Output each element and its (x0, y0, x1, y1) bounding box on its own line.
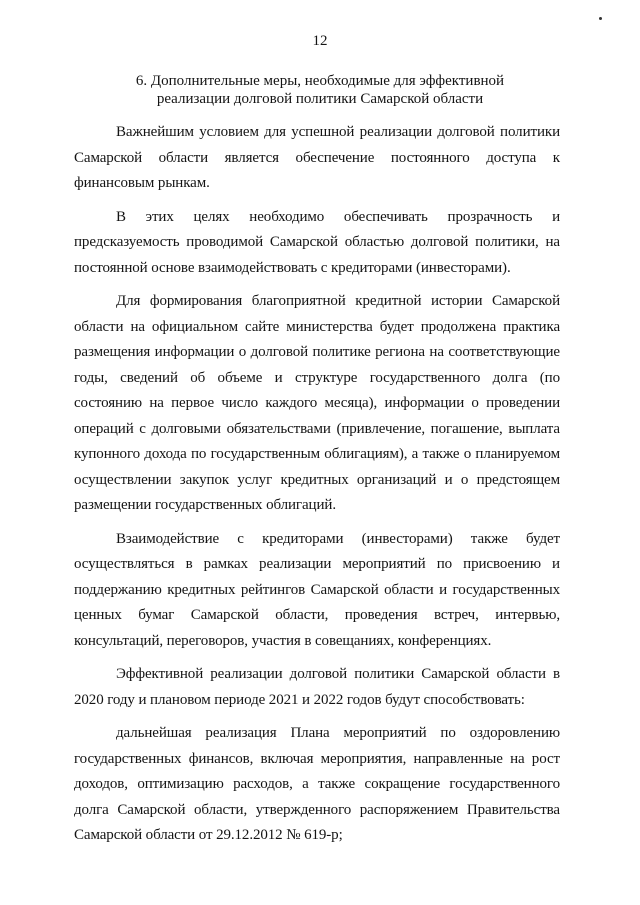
section-title-line-1: 6. Дополнительные меры, необходимые для эффективной (135, 73, 505, 89)
paragraph-transparency: В этих целях необходимо обеспечивать прозрачность и предсказуемость проводимой Самарской областью долговой политики, на постоянной основе взаимодействовать с кредиторами (инвесторами). (74, 208, 560, 276)
paragraph-credit-history: Для формирования благоприятной кредитной истории Самарской области на официальном сайте министерства будет продолжена практика размещения информации о долговой политике региона на соответствующие годы, сведений об объеме и структуре государственного долга (по состоянию на первое число каждого месяца), информации о проведении операций с долговыми обязательствами (привлечение, погашение, выплата купонного дохода по государственным облигациям), а также о планируемом осуществлении закупок услуг кредитных организаций и о предстоящем размещении государственных облигаций. (74, 293, 560, 513)
paragraph-plan-of-measures: дальнейшая реализация Плана мероприятий по оздоровлению государственных финансов, включая мероприятия, направленные на рост доходов, оптимизацию расходов, а также сокращение государственного долга Самарской области, утвержденного распоряжением Правительства Самарской области от 29.12.2012 № 619-р; (74, 725, 560, 843)
body-text (74, 120, 560, 857)
section-title-line-2: реализации долговой политики Самарской области (156, 91, 484, 107)
paragraph-investor-interaction: Взаимодействие с кредиторами (инвесторами) также будет осуществляться в рамках реализации мероприятий по присвоению и поддержанию кредитных рейтингов Самарской области и государственных ценных бумаг Самарской области, проведения встреч, интервью, консультаций, переговоров, участия в совещаниях, конференциях. (74, 530, 560, 649)
section-title (60, 72, 580, 108)
page-number: 12 (312, 33, 328, 49)
scan-artifact-dot (599, 17, 602, 20)
paragraph-access-to-markets: Важнейшим условием для успешной реализации долговой политики Самарской области является обеспечение постоянного доступа к финансовым рынкам. (74, 124, 560, 191)
paragraph-effective-implementation: Эффективной реализации долговой политики Самарской области в 2020 году и плановом периоде 2021 и 2022 годов будут способствовать: (74, 666, 560, 708)
